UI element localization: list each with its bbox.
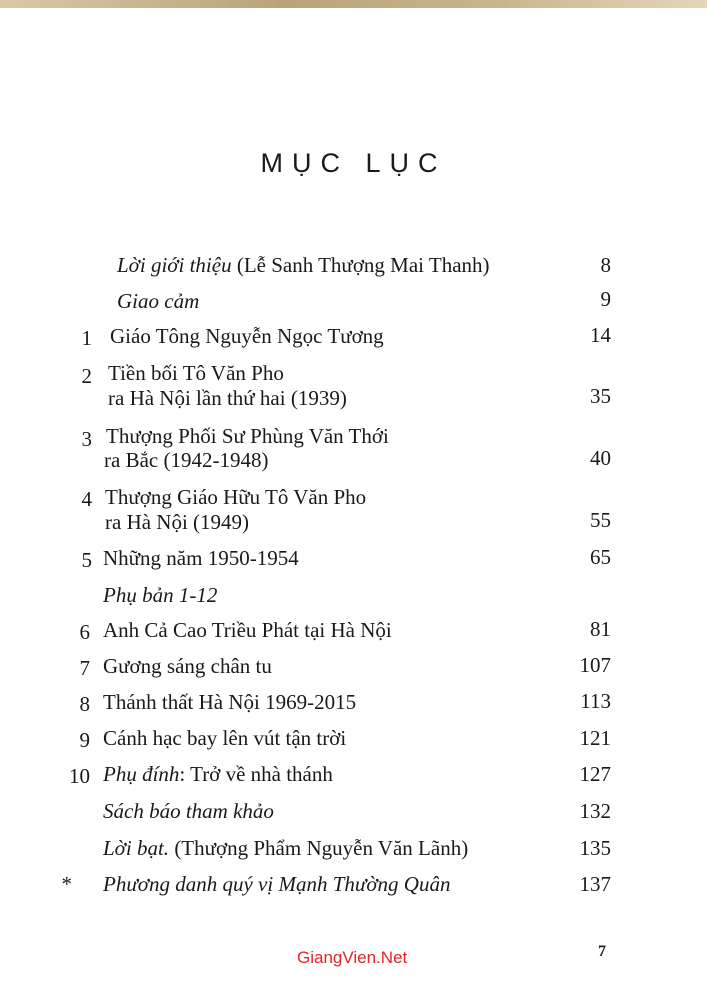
toc-entry-title: Những năm 1950-1954 [103, 546, 299, 570]
toc-entry-italic: Giao cảm [117, 289, 200, 313]
toc-entry-page: 8 [600, 253, 611, 277]
toc-entry-title: Gương sáng chân tu [103, 654, 272, 678]
toc-entry-page: 135 [579, 836, 611, 860]
toc-entry-page: 137 [579, 872, 611, 896]
toc-entry-afterword [103, 836, 468, 861]
toc-entry-number: 10 [69, 764, 90, 788]
toc-entry-plates [103, 583, 217, 608]
toc-entry-italic: Lời bạt. [103, 836, 170, 860]
toc-entry-title: Thánh thất Hà Nội 1969-2015 [103, 690, 357, 714]
page-number: 7 [598, 943, 606, 960]
toc-entry-page: 127 [579, 762, 611, 786]
toc-entry-giao-cam [117, 289, 199, 314]
toc-entry-number: * [61, 872, 72, 896]
toc-entry-title: Giáo Tông Nguyễn Ngọc Tương [110, 324, 384, 348]
toc-entry-text: : Trở về nhà thánh [179, 762, 333, 786]
toc-entry-page: 65 [590, 545, 611, 569]
toc-entry-title: Cánh hạc bay lên vút tận trời [103, 726, 347, 750]
toc-entry-page: 9 [600, 287, 611, 311]
toc-entry-title: Thượng Phối Sư Phùng Văn Thới [106, 424, 389, 448]
toc-entry-title: Thượng Giáo Hữu Tô Văn Pho [105, 485, 367, 509]
toc-entry-italic: Phụ bản 1-12 [103, 583, 218, 607]
toc-entry-page: 40 [590, 446, 611, 470]
toc-entry-text: (Lễ Sanh Thượng Mai Thanh) [231, 253, 490, 277]
toc-entry-number: 8 [79, 692, 90, 716]
toc-entry-number: 5 [81, 548, 92, 572]
toc-entry-page: 107 [579, 653, 611, 677]
toc-entry-number: 2 [81, 364, 92, 388]
toc-entry-title-line2: ra Hà Nội lần thứ hai (1939) [108, 386, 347, 410]
toc-entry-references [103, 799, 274, 824]
toc-entry-number: 6 [79, 620, 90, 644]
toc-entry-page: 132 [579, 799, 611, 823]
toc-entry-page: 121 [579, 726, 611, 750]
toc-entry-page: 55 [590, 508, 611, 532]
toc-entry-title-line2: ra Bắc (1942-1948) [104, 448, 269, 472]
toc-entry-italic: Phương danh quý vị Mạnh Thường Quân [103, 872, 451, 896]
toc-entry-number: 9 [79, 728, 90, 752]
toc-entry-page: 113 [580, 689, 611, 713]
page-title: MỤC LỤC [260, 148, 447, 178]
toc-entry-donors [103, 872, 450, 897]
watermark-link[interactable]: GiangVien.Net [297, 948, 408, 967]
toc-entry-italic: Phụ đính [103, 762, 180, 786]
toc-entry-number: 4 [81, 487, 92, 511]
toc-entry-foreword [117, 253, 490, 278]
toc-entry-page: 81 [590, 617, 611, 641]
toc-entry-title: Tiền bối Tô Văn Pho [108, 361, 284, 385]
toc-entry-italic: Sách báo tham khảo [103, 799, 274, 823]
toc-entry-number: 7 [79, 656, 90, 680]
toc-entry-title: Anh Cả Cao Triều Phát tại Hà Nội [103, 618, 392, 642]
toc-entry-appendix [103, 762, 333, 787]
toc-entry-page: 35 [590, 384, 611, 408]
toc-entry-page: 14 [590, 323, 611, 347]
toc-entry-number: 3 [81, 427, 92, 451]
toc-entry-number: 1 [81, 326, 92, 350]
toc-entry-italic: Lời giới thiệu [117, 253, 232, 277]
toc-entry-title-line2: ra Hà Nội (1949) [105, 510, 250, 534]
toc-entry-text: (Thượng Phẩm Nguyễn Văn Lãnh) [169, 836, 469, 860]
